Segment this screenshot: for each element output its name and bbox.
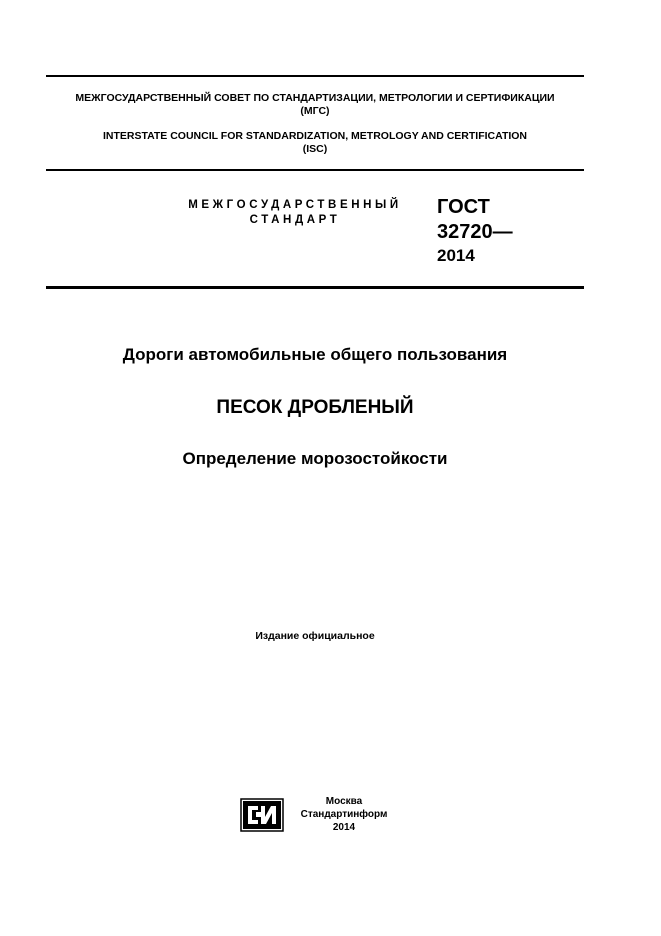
council-name-en <box>46 130 584 156</box>
standard-code-year: 2014 <box>437 246 475 265</box>
standard-type-label <box>160 198 430 228</box>
standard-type-line2: СТАНДАРТ <box>249 214 341 226</box>
standard-code-prefix: ГОСТ <box>437 196 490 218</box>
standard-code <box>437 195 513 267</box>
council-name-ru <box>46 92 584 118</box>
standartinform-logo-icon <box>240 798 284 832</box>
middle-divider <box>46 169 584 171</box>
top-divider <box>46 75 584 77</box>
publisher-year: 2014 <box>332 822 356 833</box>
standard-code-number: 32720— <box>437 221 513 243</box>
publisher-info <box>292 795 396 834</box>
document-title-category: Дороги автомобильные общего пользования <box>122 345 508 364</box>
edition-note: Издание официальное <box>255 630 375 642</box>
publisher-name: Стандартинформ <box>300 809 388 820</box>
bottom-divider <box>46 286 584 289</box>
council-name-ru-line1: МЕЖГОСУДАРСТВЕННЫЙ СОВЕТ ПО СТАНДАРТИЗАЦИИ, МЕТРОЛОГИИ И СЕРТИФИКАЦИИ <box>75 92 555 104</box>
standard-type-line1: МЕЖГОСУДАРСТВЕННЫЙ <box>188 199 402 211</box>
document-title-subject: ПЕСОК ДРОБЛЕНЫЙ <box>216 397 414 418</box>
council-abbr-en: (ISC) <box>302 143 328 155</box>
council-abbr-ru: (МГС) <box>300 105 330 117</box>
council-name-en-line1: INTERSTATE COUNCIL FOR STANDARDIZATION, METROLOGY AND CERTIFICATION <box>102 130 528 142</box>
publisher-city: Москва <box>325 796 363 807</box>
document-title-method: Определение морозостойкости <box>182 449 448 468</box>
